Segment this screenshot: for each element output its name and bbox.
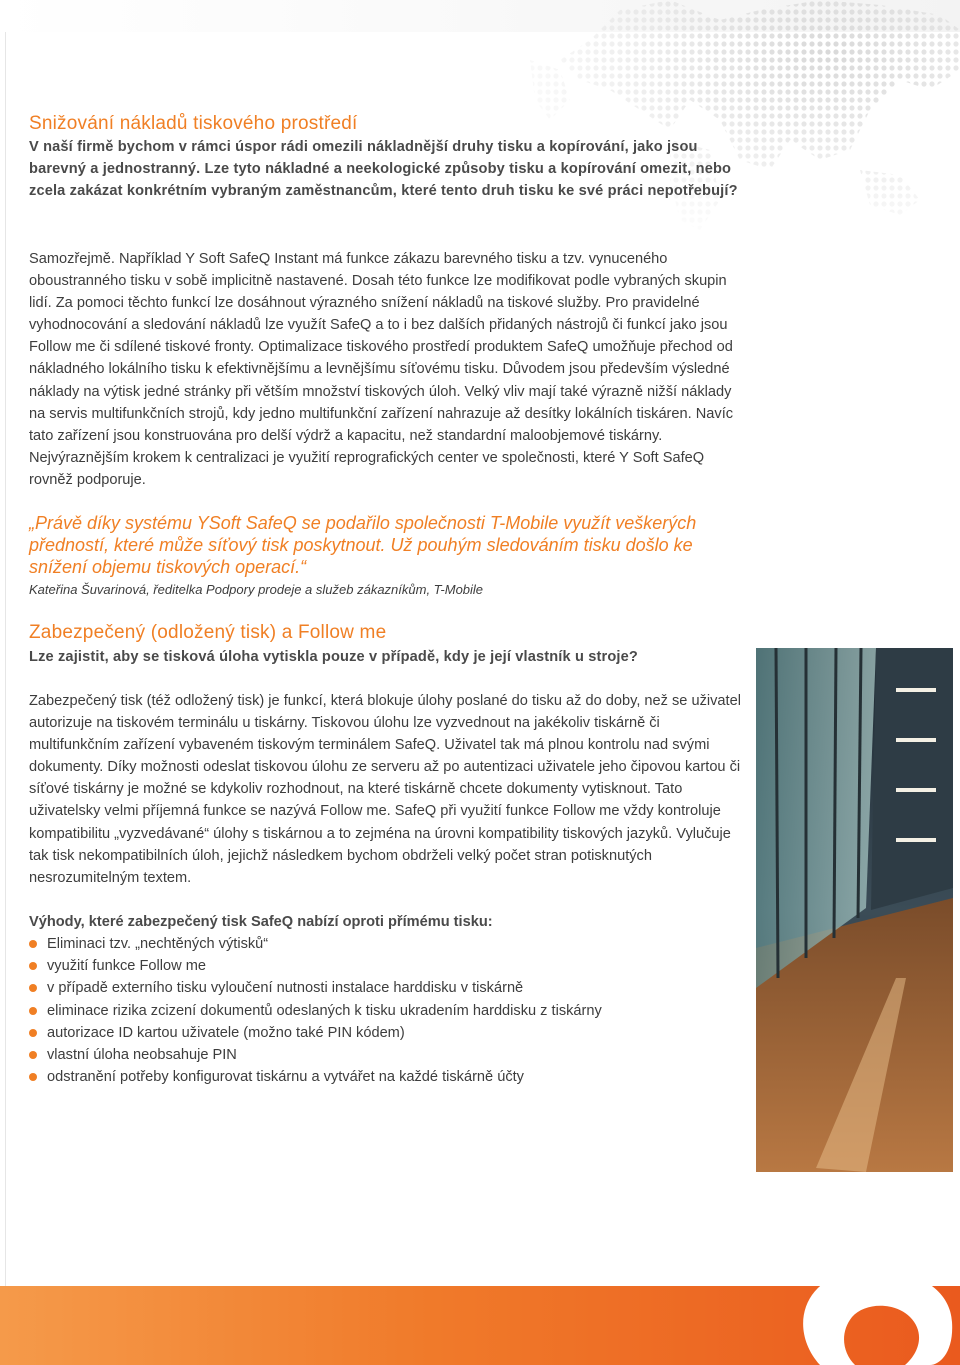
list-item-text: využití funkce Follow me [47,958,206,975]
bullet-icon [29,1051,37,1059]
benefits-title: Výhody, které zabezpečený tisk SafeQ nabízí oproti přímému tisku: [29,914,493,930]
list-item [29,977,602,999]
list-item-text: Eliminaci tzv. „nechtěných výtisků“ [47,936,269,952]
bullet-icon [29,1073,37,1081]
list-item [29,1000,602,1022]
bullet-icon [29,1007,37,1015]
section-title-cost-reduction: Snižování nákladů tiskového prostředí [29,113,358,134]
list-item-text: vlastní úloha neobsahuje PIN [47,1047,237,1064]
list-item [29,955,602,977]
testimonial-author: Kateřina Šuvarinová, ředitelka Podpory prodeje a služeb zákazníkům, T-Mobile [29,582,484,597]
list-item-text: v případě externího tisku vyloučení nutnosti instalace harddisku v tiskárně [47,980,524,997]
section-title-secure-print: Zabezpečený (odložený tisk) a Follow me [29,622,387,643]
bullet-icon [29,1029,37,1037]
list-item [29,933,602,955]
bullet-icon [29,962,37,970]
list-item-text: odstranění potřeby konfigurovat tiskárnu a vytvářet na každé tiskárně účty [47,1069,524,1086]
section-lead-question: V naší firmě bychom v rámci úspor rádi omezili nákladnější druhy tisku a kopírování, jako jsou barevný a jednostranný. Lze tyto nákladné a neekologické způsoby tisku a kopírování omezit, nebo zcela zakázat konkrétním vybraným zaměstnancům, které tento druh tisku ke své práci nepotřebují? [29,139,738,199]
section-body-paragraph: Samozřejmě. Například Y Soft SafeQ Instant má funkce zákazu barevného tisku a tzv. vynuceného oboustranného tisku v sobě implicitně nastavené. Dosah této funkce lze modifikovat podle vybraných skupin lidí. Za pomoci těchto funkcí lze dosáhnout výrazného snížení nákladů na tiskové služby. Pro pravidelné vyhodnocování a sledování nákladů lze využít SafeQ a to i bez dalších přidaných nástrojů či funkcí jako jsou Follow me či sdílené tiskové fronty. Optimalizace tiskového prostředí produktem SafeQ umožňuje přechod od nákladného lokálního tisku k efektivnějšímu a levnějšímu síťovému tisku. Důvodem jsou především výsledné náklady na výtisk jedné stránky při větším množství tiskových úloh. Velký vliv mají také výrazně nižší náklady na servis multifunkčních strojů, kdy jedno multifunkční zařízení nahrazuje až desítky lokálních tiskáren. Navíc tato zařízení jsou konstruována pro delší výdrž a kapacitu, než standardní maloobjemové tiskárny. Nejvýraznějším krokem k centralizaci je využití reprografických center ve společnosti, které Y Soft SafeQ rovněž podporuje. [29,251,734,488]
bullet-icon [29,984,37,992]
world-map-graphic [520,0,960,260]
bullet-icon [29,940,37,948]
benefits-list [29,933,602,1088]
ysoft-logo-icon [780,1262,960,1365]
list-item [29,1044,602,1066]
list-item [29,1066,602,1088]
office-corridor-photo [756,648,953,1172]
list-item-text: autorizace ID kartou uživatele (možno také PIN kódem) [47,1024,405,1041]
section-body-paragraph: Zabezpečený tisk (též odložený tisk) je funkcí, která blokuje úlohy poslané do tisku až do doby, než se uživatel autorizuje na tiskovém terminálu u tiskárny. Tiskovou úlohu lze vyzvednout na jakékoliv tiskárně či multifunkčním zařízení vybaveném tiskovým terminálem SafeQ. Uživatel tak má plnou kontrolu nad svými dokumenty. Díky možnosti odeslat tiskovou úlohu ze serveru až po autentizaci uživatele jeho čipovou kartou či síťové tiskárny je možné se kdykoliv rozhodnout, na které tiskárně chcete dokumenty vytisknout. Tato uživatelsky velmi příjemná funkce se nazývá Follow me. SafeQ při využití funkce Follow me vždy kontroluje kompatibilitu „vyzvedávané“ úlohy s tiskárnou a to zejména na úrovni kompatibility tiskových jazyků. Vylučuje tak tisk nekompatibilních úloh, jejichž následkem bychom obdrželi velký počet stran potisknutých nesrozumitelným textem. [29,693,741,886]
testimonial-quote: „Právě díky systému YSoft SafeQ se podařilo společnosti T-Mobile využít veškerých předností, které může síťový tisk poskytnout. Už pouhým sledováním tisku došlo ke snížení objemu tiskových operací.“ [29,513,697,577]
section-lead-question: Lze zajistit, aby se tisková úloha vytiskla pouze v případě, kdy je její vlastník u stroje? [29,649,638,665]
list-item-text: eliminace rizika zcizení dokumentů odeslaných k tisku ukradením harddisku z tiskárny [47,1002,602,1019]
list-item [29,1022,602,1044]
